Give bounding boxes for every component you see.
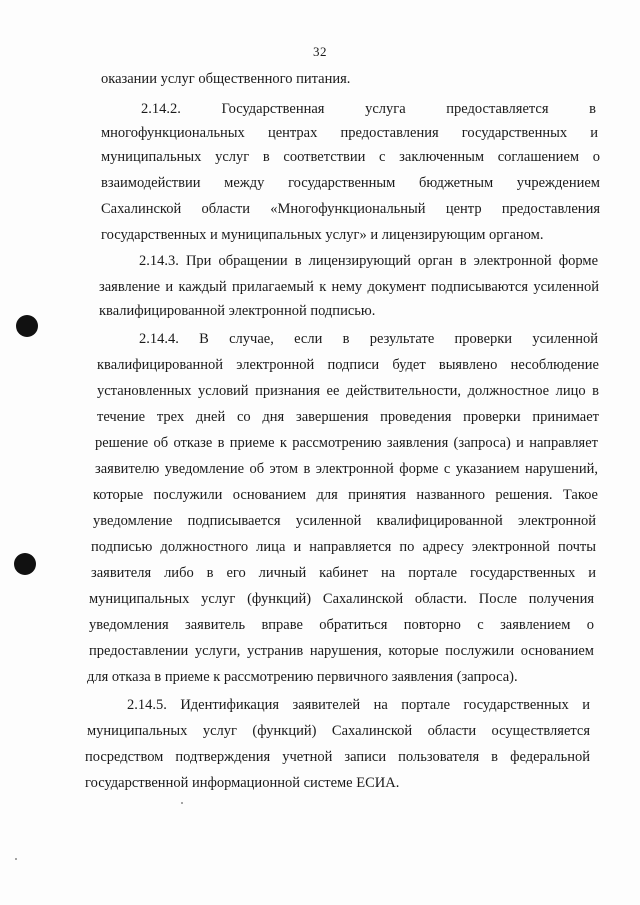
text-line: уведомление подписывается усиленной квалифицированной электронной bbox=[93, 513, 596, 529]
text-line: государственных и муниципальных услуг» и лицензирующим органом. bbox=[101, 227, 544, 243]
text-line: 2.14.5. Идентификация заявителей на портале государственных и bbox=[127, 697, 590, 713]
text-line: 2.14.3. При обращении в лицензирующий орган в электронной форме bbox=[139, 253, 598, 269]
text-line: квалифицированной электронной подписи будет выявлено несоблюдение bbox=[97, 357, 599, 373]
page-number: 32 bbox=[313, 44, 327, 59]
text-line: заявителя либо в его личный кабинет на портале государственных и bbox=[91, 565, 596, 581]
text-line: посредством подтверждения учетной записи пользователя в федеральной bbox=[85, 749, 590, 765]
text-line: уведомления заявитель вправе обратиться повторно с заявлением о bbox=[89, 617, 594, 633]
text-line: взаимодействии между государственным бюджетным учреждением bbox=[101, 175, 600, 191]
text-line: Сахалинской области «Многофункциональный центр предоставления bbox=[101, 201, 600, 217]
text-line: оказании услуг общественного питания. bbox=[101, 71, 351, 87]
text-line: государственной информационной системе ЕСИА. bbox=[85, 775, 400, 791]
text-line: квалифицированной электронной подписью. bbox=[99, 303, 376, 319]
text-line: 2.14.2. Государственная услуга предоставляется в bbox=[141, 101, 596, 117]
text-line: муниципальных услуг (функций) Сахалинской области осуществляется bbox=[87, 723, 590, 739]
text-line: которые послужили основанием для принятия названного решения. Такое bbox=[93, 487, 598, 503]
scan-speck bbox=[15, 858, 17, 860]
text-line: 2.14.4. В случае, если в результате проверки усиленной bbox=[139, 331, 598, 347]
text-line: заявление и каждый прилагаемый к нему документ подписываются усиленной bbox=[99, 279, 599, 295]
punch-hole bbox=[14, 553, 36, 575]
text-line: предоставлении услуги, устранив нарушения, которые послужили основанием bbox=[89, 643, 594, 659]
text-line: заявителю уведомление об этом в электронной форме с указанием нарушений, bbox=[95, 461, 598, 477]
text-line: для отказа в приеме к рассмотрению первичного заявления (запроса). bbox=[87, 669, 518, 685]
text-line: подписью должностного лица и направляется по адресу электронной почты bbox=[91, 539, 596, 555]
text-line: установленных условий признания ее действительности, должностное лицо в bbox=[97, 383, 599, 399]
text-line: решение об отказе в приеме к рассмотрению заявления (запроса) и направляет bbox=[95, 435, 598, 451]
text-line: многофункциональных центрах предоставления государственных и bbox=[101, 125, 598, 141]
text-line: течение трех дней со дня завершения проведения проверки принимает bbox=[97, 409, 599, 425]
text-line: муниципальных услуг в соответствии с заключенным соглашением о bbox=[101, 149, 600, 165]
scan-speck bbox=[181, 802, 183, 804]
text-line: муниципальных услуг (функций) Сахалинской области. После получения bbox=[89, 591, 594, 607]
punch-hole bbox=[16, 315, 38, 337]
